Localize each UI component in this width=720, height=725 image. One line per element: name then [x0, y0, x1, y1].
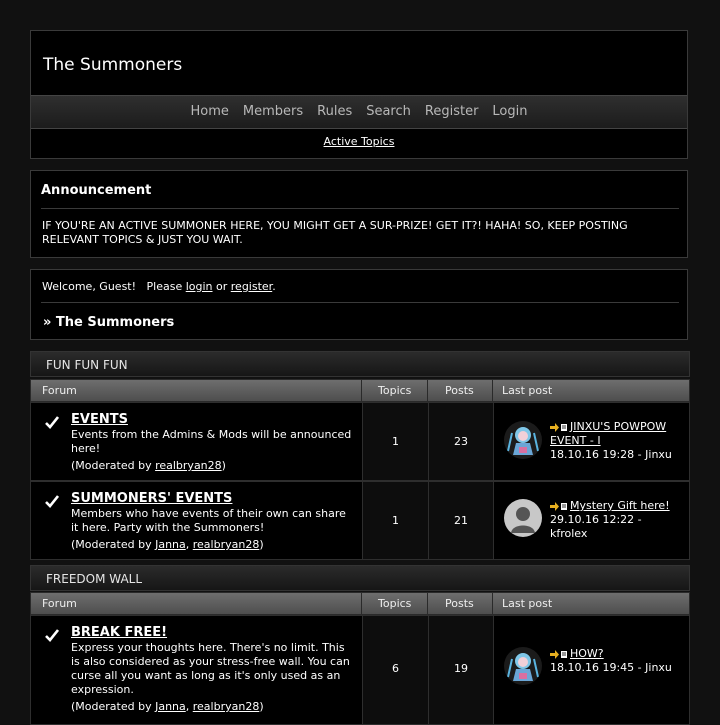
- posts-cell: [428, 616, 493, 724]
- moderator-link[interactable]: realbryan28: [192, 538, 260, 551]
- jinxu-avatar-icon: [504, 647, 542, 685]
- table-header: [30, 592, 690, 615]
- read-check-icon: [45, 415, 59, 429]
- divider: [492, 593, 493, 614]
- jinxu-avatar-icon: [504, 421, 542, 459]
- posts-count: 19: [454, 662, 468, 675]
- posts-cell: [428, 403, 493, 480]
- welcome-end: .: [272, 280, 276, 293]
- last-post-date: 29.10.16 12:22 - kfrolex: [550, 513, 642, 540]
- last-post-date: 18.10.16 19:28 - Jinxu: [550, 448, 672, 461]
- forum-description: Events from the Admins & Mods will be announced here!: [71, 428, 352, 455]
- forum-moderators: [71, 459, 226, 472]
- nav-home[interactable]: Home: [190, 104, 229, 119]
- breadcrumb[interactable]: » The Summoners: [43, 315, 175, 330]
- divider: [361, 593, 362, 614]
- forum-cell: [31, 403, 362, 480]
- announcement-text: IF YOU'RE AN ACTIVE SUMMONER HERE, YOU MIGHT GET A SUR-PRIZE! GET IT?! HAHA! SO, KEEP POSTING RELEVANT TOPICS & JUST YOU WAIT.: [42, 219, 628, 246]
- last-post-info: [550, 647, 682, 675]
- last-post-cell: [493, 616, 689, 724]
- divider: [492, 380, 493, 401]
- posts-count: 21: [454, 514, 468, 527]
- site-title: The Summoners: [43, 55, 183, 75]
- forum-description: Members who have events of their own can share it here. Party with the Summoners!: [71, 507, 346, 534]
- last-post-cell: [493, 482, 689, 559]
- posts-count: 23: [454, 435, 468, 448]
- last-post-link[interactable]: JINXU'S POWPOW EVENT - I: [550, 420, 667, 447]
- last-post-cell: [493, 403, 689, 480]
- nav-register[interactable]: Register: [424, 104, 479, 119]
- topics-count: 1: [392, 514, 399, 527]
- read-check-icon: [45, 494, 59, 508]
- site-header: [30, 30, 688, 159]
- col-last-post: Last post: [502, 384, 553, 397]
- welcome-box: [30, 269, 688, 340]
- posts-cell: [428, 482, 493, 559]
- moderated-close: ): [221, 459, 226, 472]
- register-link[interactable]: register: [230, 280, 273, 293]
- moderator-link[interactable]: Janna: [155, 538, 186, 551]
- welcome-text: Welcome, Guest! Please: [42, 280, 183, 293]
- category-header: FREEDOM WALL: [30, 565, 690, 591]
- forum-title-link[interactable]: BREAK FREE!: [71, 625, 168, 640]
- forum-description: Express your thoughts here. There's no limit. This is also considered as your stress-free wall. You can curse all you want as long as it's only used as an expression.: [71, 641, 350, 696]
- forum-title-link[interactable]: SUMMONERS' EVENTS: [71, 491, 233, 506]
- nav-members[interactable]: Members: [242, 104, 304, 119]
- topics-count: 6: [392, 662, 399, 675]
- col-forum: Forum: [42, 597, 77, 610]
- moderator-link[interactable]: Janna: [155, 700, 186, 713]
- moderator-link[interactable]: realbryan28: [192, 700, 260, 713]
- moderated-close: ): [259, 700, 264, 713]
- sub-nav: [31, 135, 687, 148]
- col-posts: Posts: [445, 597, 474, 610]
- last-post-link[interactable]: Mystery Gift here!: [570, 499, 670, 512]
- go-to-post-icon[interactable]: [550, 423, 568, 432]
- divider: [427, 593, 428, 614]
- go-to-post-icon[interactable]: [550, 650, 568, 659]
- moderated-label: (Moderated by: [71, 538, 152, 551]
- col-posts: Posts: [445, 384, 474, 397]
- forum-cell: [31, 482, 362, 559]
- nav-login[interactable]: Login: [492, 104, 528, 119]
- forum-moderators: (Moderated by Janna, realbryan28): [71, 538, 264, 551]
- nav-rules[interactable]: Rules: [317, 104, 353, 119]
- col-last-post: Last post: [502, 597, 553, 610]
- topics-cell: [362, 403, 428, 480]
- divider: [41, 302, 679, 303]
- forum-row: [30, 402, 690, 481]
- forum-title-link[interactable]: EVENTS: [71, 412, 128, 427]
- moderated-label: (Moderated by: [71, 459, 152, 472]
- last-post-info: [550, 420, 682, 462]
- table-header: [30, 379, 690, 402]
- moderated-close: ): [259, 538, 264, 551]
- forum-moderators: (Moderated by Janna, realbryan28): [71, 700, 264, 713]
- read-check-icon: [45, 628, 59, 642]
- go-to-post-icon[interactable]: [550, 502, 568, 511]
- col-topics: Topics: [378, 384, 412, 397]
- nav-search[interactable]: Search: [366, 104, 411, 119]
- login-link[interactable]: login: [185, 280, 213, 293]
- topics-cell: [362, 482, 428, 559]
- col-topics: Topics: [378, 597, 412, 610]
- category-header: FUN FUN FUN: [30, 351, 690, 377]
- forum-row: [30, 481, 690, 560]
- divider: [427, 380, 428, 401]
- jinxu-avatar[interactable]: [504, 421, 542, 459]
- active-topics-link[interactable]: Active Topics: [323, 135, 395, 148]
- user-silhouette-icon: [504, 499, 542, 537]
- divider: [41, 208, 679, 209]
- jinxu-avatar[interactable]: [504, 647, 542, 685]
- topics-cell: [362, 616, 428, 724]
- welcome-or: or: [216, 280, 228, 293]
- last-post-link[interactable]: HOW?: [570, 647, 604, 660]
- col-forum: Forum: [42, 384, 77, 397]
- announcement-box: [30, 170, 688, 258]
- last-post-date: 18.10.16 19:45 - Jinxu: [550, 661, 672, 674]
- moderator-link[interactable]: realbryan28: [155, 459, 222, 472]
- divider: [361, 380, 362, 401]
- announcement-title: Announcement: [41, 183, 152, 198]
- last-post-info: [550, 499, 682, 541]
- moderated-label: (Moderated by: [71, 700, 152, 713]
- forum-row: [30, 615, 690, 725]
- welcome-line: [42, 280, 276, 293]
- forum-cell: [31, 616, 362, 724]
- topics-count: 1: [392, 435, 399, 448]
- default-user-avatar[interactable]: [504, 499, 542, 537]
- main-nav: [31, 95, 687, 129]
